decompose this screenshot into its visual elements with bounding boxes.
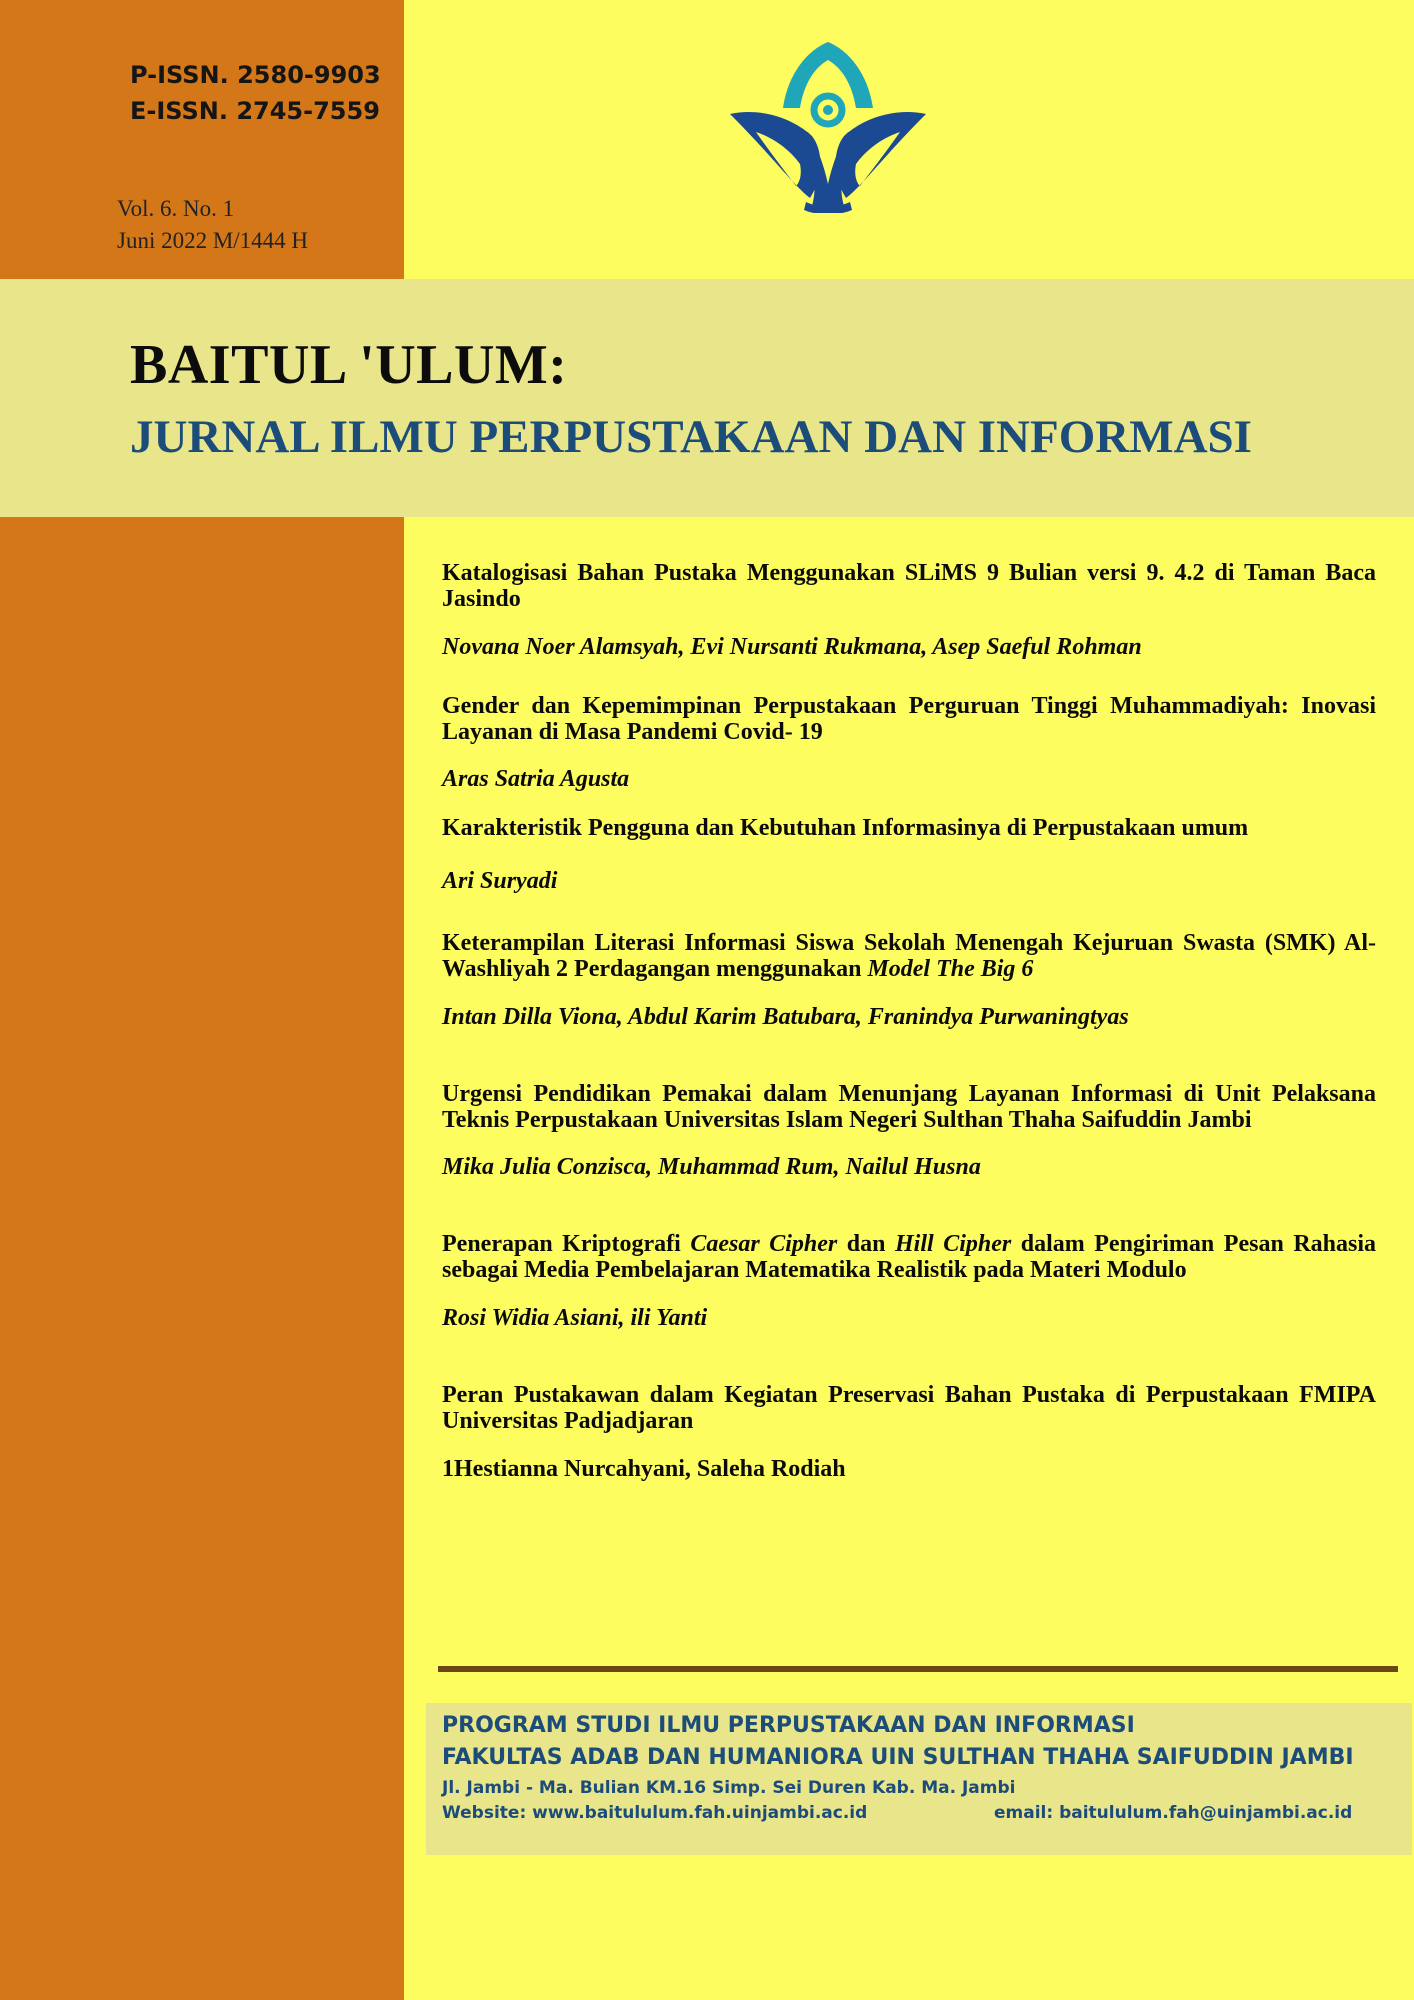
- article-title: [442, 1231, 1376, 1283]
- article-entry: [442, 1231, 1376, 1332]
- article-authors: Mika Julia Conzisca, Muhammad Rum, Nailul Husna: [442, 1154, 981, 1180]
- journal-title: BAITUL 'ULUM:: [130, 334, 568, 396]
- table-of-contents: [442, 560, 1376, 1483]
- publisher-info: [442, 1710, 1382, 1826]
- article-entry: [442, 560, 1376, 661]
- divider-rule: [438, 1666, 1398, 1672]
- address: Jl. Jambi - Ma. Bulian KM.16 Simp. Sei Duren Kab. Ma. Jambi: [442, 1778, 1016, 1798]
- article-authors: 1Hestianna Nurcahyani, Saleha Rodiah: [442, 1456, 846, 1482]
- article-entry: [442, 1081, 1376, 1181]
- email-text: email: baitululum.fah@uinjambi.ac.id: [994, 1803, 1353, 1823]
- issue-info: [117, 193, 308, 257]
- print-issn: P-ISSN. 2580-9903: [130, 61, 381, 89]
- university-logo-icon: [728, 38, 928, 213]
- article-title-text: Keterampilan Literasi Informasi Siswa Sekolah Menengah Kejuruan Swasta (SMK) Al-Washliyah 2 Perdagangan menggunakan: [442, 930, 1376, 982]
- article-title: Peran Pustakawan dalam Kegiatan Preservasi Bahan Pustaka di Perpustakaan FMIPA Universitas Padjadjaran: [442, 1382, 1376, 1434]
- article-title-italic: Caesar Cipher: [690, 1231, 838, 1257]
- article-title-text: Penerapan Kriptografi: [442, 1231, 691, 1257]
- faculty-name: FAKULTAS ADAB DAN HUMANIORA UIN SULTHAN THAHA SAIFUDDIN JAMBI: [442, 1745, 1354, 1770]
- article-entry: [442, 1382, 1376, 1483]
- issue-date: Juni 2022 M/1444 H: [117, 228, 309, 253]
- article-title: Urgensi Pendidikan Pemakai dalam Menunjang Layanan Informasi di Unit Pelaksana Teknis Perpustakaan Universitas Islam Negeri Sulthan Thaha Saifuddin Jambi: [442, 1081, 1376, 1133]
- volume-number: Vol. 6. No. 1: [117, 196, 235, 221]
- article-title: Gender dan Kepemimpinan Perpustakaan Perguruan Tinggi Muhammadiyah: Inovasi Layanan di Masa Pandemi Covid- 19: [442, 693, 1376, 745]
- article-title: [442, 930, 1376, 982]
- program-name: PROGRAM STUDI ILMU PERPUSTAKAAN DAN INFORMASI: [442, 1713, 1135, 1738]
- article-authors: Rosi Widia Asiani, ili Yanti: [442, 1305, 708, 1331]
- issn-block: [130, 57, 381, 129]
- website-text: Website: www.baitululum.fah.uinjambi.ac.id: [442, 1803, 868, 1823]
- title-band: [0, 279, 1414, 517]
- article-title-italic: Model The Big 6: [867, 956, 1034, 982]
- article-authors: Novana Noer Alamsyah, Evi Nursanti Rukmana, Asep Saeful Rohman: [442, 634, 1142, 660]
- article-entry: [442, 693, 1376, 793]
- article-title-text: dan: [837, 1231, 895, 1257]
- article-authors: Aras Satria Agusta: [442, 766, 630, 792]
- electronic-issn: E-ISSN. 2745-7559: [130, 97, 380, 125]
- article-title: Katalogisasi Bahan Pustaka Menggunakan SLiMS 9 Bulian versi 9. 4.2 di Taman Baca Jasindo: [442, 560, 1376, 612]
- article-title-italic: Hill Cipher: [895, 1231, 1012, 1257]
- contact-row: [442, 1801, 1382, 1826]
- article-title: Karakteristik Pengguna dan Kebutuhan Informasinya di Perpustakaan umum: [442, 815, 1249, 841]
- article-entry: [442, 815, 1376, 895]
- article-authors: Ari Suryadi: [442, 868, 558, 894]
- article-entry: [442, 930, 1376, 1031]
- article-title-text: dalam Pengiriman Pesan Rahasia sebagai Media Pembelajaran Matematika Realistik pada Materi Modulo: [442, 1231, 1377, 1283]
- article-authors: Intan Dilla Viona, Abdul Karim Batubara, Franindya Purwaningtyas: [442, 1004, 1129, 1030]
- journal-subtitle: JURNAL ILMU PERPUSTAKAAN DAN INFORMASI: [130, 411, 1252, 463]
